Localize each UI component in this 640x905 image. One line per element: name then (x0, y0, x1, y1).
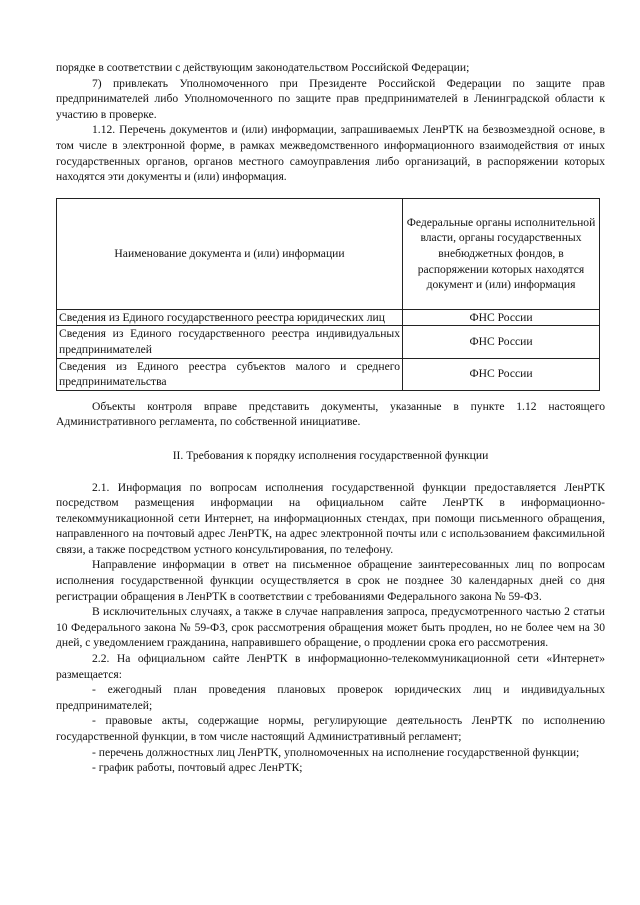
table-row (57, 326, 600, 358)
document-page (56, 60, 605, 776)
item-7: 7) привлекать Уполномоченного при Президенте Российской Федерации по защите прав предпринимателей либо Уполномоченного по защите прав предпринимателей в Ленинградской области к участию в проверке. (56, 76, 605, 121)
direction-paragraph: Направление информации в ответ на письменное обращение заинтересованных лиц по вопросам исполнения государственной функции осуществляется в срок не позднее 30 календарных дней со дня регистрации обращения в ЛенРТК в соответствии с требованиями Федерального закона № 59-ФЗ. (56, 558, 605, 603)
list-item: - правовые акты, содержащие нормы, регулирующие деятельность ЛенРТК по исполнению государственной функции, в том числе настоящий Административный регламент; (56, 714, 605, 743)
list-item: - график работы, почтовый адрес ЛенРТК; (92, 761, 303, 775)
clause-2-1: 2.1. Информация по вопросам исполнения государственной функции предоставляется ЛенРТК посредством размещения информации на официальном сайте ЛенРТК в информационно-телекоммуникационной сети Интернет, на информационных стендах, при помощи письменного обращения, направленного на почтовый адрес ЛенРТК, на адрес электронной почты или с использованием факсимильной связи, а также посредством устного консультирования, по телефону. (56, 480, 605, 556)
row-document: Сведения из Единого государственного реестра индивидуальных предпринимателей (57, 326, 403, 358)
clause-1-12: 1.12. Перечень документов и (или) информации, запрашиваемых ЛенРТК на безвозмездной основе, в том числе в электронной форме, в рамках межведомственного информационного взаимодействия от иных государственных органов, органов местного самоуправления либо организаций, в распоряжении которых находятся эти документы и (или) информация. (56, 123, 605, 184)
list-item: - ежегодный план проведения плановых проверок юридических лиц и индивидуальных предпринимателей; (56, 683, 605, 712)
section-2-title: II. Требования к порядку исполнения государственной функции (172, 448, 489, 462)
row-document: Сведения из Единого реестра субъектов малого и среднего предпринимательства (57, 358, 403, 390)
header-federal-bodies: Федеральные органы исполнительной власти, органы государственных внебюджетных фондов, в распоряжении которых находятся документ и (или) информация (403, 198, 600, 309)
table-row (57, 358, 600, 390)
intro-line: порядке в соответствии с действующим законодательством Российской Федерации; (56, 61, 470, 74)
list-item: - перечень должностных лиц ЛенРТК, уполномоченных на исполнение государственной функции; (92, 745, 580, 759)
table-row (57, 309, 600, 326)
row-authority: ФНС России (403, 358, 600, 390)
header-document-name: Наименование документа и (или) информации (57, 198, 403, 309)
table-header-row (57, 198, 600, 309)
clause-2-2: 2.2. На официальном сайте ЛенРТК в информационно-телекоммуникационной сети «Интернет» размещается: (56, 652, 605, 681)
row-authority: ФНС России (403, 309, 600, 326)
row-authority: ФНС России (403, 326, 600, 358)
documents-table (56, 198, 600, 391)
objects-note: Объекты контроля вправе представить документы, указанные в пункте 1.12 настоящего Административного регламента, по собственной инициативе. (56, 399, 605, 429)
row-document: Сведения из Единого государственного реестра юридических лиц (57, 309, 403, 326)
exceptional-paragraph: В исключительных случаях, а также в случае направления запроса, предусмотренного частью 2 статьи 10 Федерального закона № 59-ФЗ, срок рассмотрения обращения может быть продлен, но не более чем на 30 дней, с уведомлением гражданина, направившего обращение, о продлении срока его рассмотрения. (56, 605, 605, 650)
